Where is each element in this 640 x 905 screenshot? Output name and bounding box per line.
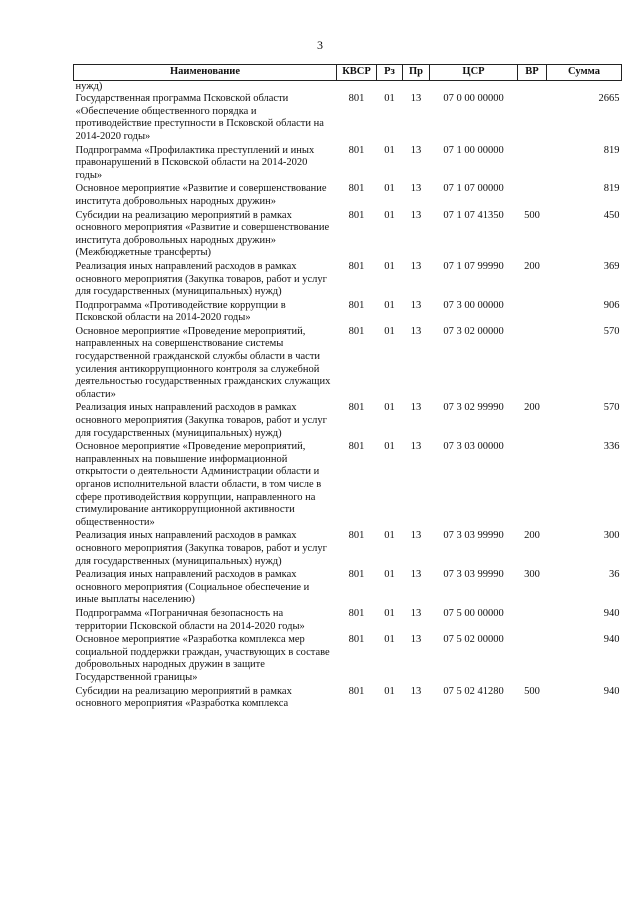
row-kvsr: 801 <box>348 93 365 105</box>
row-pr: 13 <box>410 299 422 311</box>
row-csr: 07 3 03 00000 <box>443 441 504 453</box>
carryover-text: нужд) <box>75 80 103 92</box>
row-name: Основное мероприятие «Разработка комплекса мер социальной поддержки граждан, участвующих в составе добровольных народных дружин в защите Государственной границы» <box>75 634 330 683</box>
row-vr: 500 <box>524 209 540 221</box>
row-sum: 940 <box>603 685 620 697</box>
row-vr: 200 <box>524 260 540 272</box>
row-name: Основное мероприятие «Проведение мероприятий, направленных на повышение информационной открытости о деятельности Администрации области и органов исполнительной власти области, в том числе в сфере противодействия коррупции, направленного на стимулирование антикоррупционной активности общественности» <box>75 441 322 528</box>
row-sum: 450 <box>603 209 620 221</box>
row-pr: 13 <box>410 530 422 542</box>
row-sum: 369 <box>603 260 620 272</box>
row-vr <box>518 300 547 326</box>
row-kvsr: 801 <box>348 569 365 581</box>
row-kvsr: 801 <box>348 441 365 453</box>
row-sum: 300 <box>603 530 620 542</box>
row-pr: 13 <box>410 685 422 697</box>
row-kvsr: 801 <box>348 325 365 337</box>
row-csr: 07 1 00 00000 <box>443 144 504 156</box>
header-pr: Пр <box>403 65 430 81</box>
row-csr: 07 5 02 00000 <box>443 634 504 646</box>
row-csr: 07 3 00 00000 <box>443 299 504 311</box>
row-vr <box>518 145 547 184</box>
row-name: Подпрограмма «Профилактика преступлений и иных правонарушений в Псковской области на 2014-2020 годы» <box>75 144 315 181</box>
row-sum: 336 <box>603 441 620 453</box>
row-csr: 07 5 00 00000 <box>443 607 504 619</box>
table-header <box>74 65 622 81</box>
row-name: Основное мероприятие «Развитие и совершенствование института добровольных народных дружин» <box>75 183 327 207</box>
row-pr: 13 <box>410 93 422 105</box>
budget-table <box>73 64 622 712</box>
row-pr: 13 <box>410 634 422 646</box>
row-name: Реализация иных направлений расходов в рамках основного мероприятия (Закупка товаров, работ и услуг для государственных (муниципальных) нужд) <box>75 530 327 567</box>
row-csr: 07 3 03 99990 <box>443 569 504 581</box>
row-pr: 13 <box>410 607 422 619</box>
row-pr: 13 <box>410 325 422 337</box>
row-csr: 07 3 02 00000 <box>443 325 504 337</box>
row-name: Подпрограмма «Пограничная безопасность на территории Псковской области на 2014-2020 годы» <box>75 607 305 632</box>
row-pr: 13 <box>410 144 422 156</box>
table-row <box>74 183 622 209</box>
row-kvsr: 801 <box>348 402 365 414</box>
row-kvsr: 801 <box>348 183 365 195</box>
row-sum: 819 <box>603 144 620 156</box>
row-sum: 570 <box>603 402 620 414</box>
row-sum: 36 <box>609 569 620 581</box>
row-name: Подпрограмма «Противодействие коррупции в Псковской области на 2014-2020 годы» <box>75 299 286 324</box>
row-kvsr: 801 <box>348 634 365 646</box>
table-body <box>74 80 622 712</box>
row-sum: 819 <box>603 183 620 195</box>
row-rz: 01 <box>384 183 395 195</box>
row-vr <box>518 441 547 530</box>
row-kvsr: 801 <box>348 209 365 221</box>
row-sum: 940 <box>603 607 620 619</box>
row-name: Реализация иных направлений расходов в рамках основного мероприятия (Закупка товаров, работ и услуг для государственных (муниципальных) нужд) <box>75 402 327 439</box>
header-sum: Сумма <box>547 65 622 81</box>
header-csr: ЦСР <box>430 65 518 81</box>
row-csr: 07 5 02 41280 <box>443 685 504 697</box>
table-row <box>74 300 622 326</box>
row-rz: 01 <box>384 93 395 105</box>
table-row <box>74 608 622 634</box>
row-vr: 300 <box>524 569 540 581</box>
row-rz: 01 <box>384 441 395 453</box>
page-number: 3 <box>317 38 323 52</box>
row-rz: 01 <box>384 402 395 414</box>
row-pr: 13 <box>410 569 422 581</box>
table-row <box>74 441 622 530</box>
row-vr <box>518 93 547 144</box>
row-name: Реализация иных направлений расходов в рамках основного мероприятия (Закупка товаров, работ и услуг для государственных (муниципальных) нужд) <box>75 260 327 298</box>
row-rz: 01 <box>384 260 395 272</box>
row-vr <box>518 608 547 634</box>
row-csr: 07 1 07 41350 <box>443 209 504 221</box>
row-vr: 200 <box>524 402 540 414</box>
table-row <box>74 686 622 712</box>
row-csr: 07 1 07 99990 <box>443 260 504 272</box>
row-rz: 01 <box>384 209 395 221</box>
row-rz: 01 <box>384 634 395 646</box>
row-rz: 01 <box>384 607 395 619</box>
row-vr <box>518 634 547 685</box>
row-csr: 07 3 03 99990 <box>443 530 504 542</box>
row-rz: 01 <box>384 299 395 311</box>
row-sum: 940 <box>603 634 620 646</box>
table-row <box>74 93 622 144</box>
row-pr: 13 <box>410 402 422 414</box>
row-kvsr: 801 <box>348 260 365 272</box>
table-row <box>74 530 622 569</box>
table-row <box>74 402 622 441</box>
table-row <box>74 145 622 184</box>
row-csr: 07 3 02 99990 <box>443 402 504 414</box>
table-row <box>74 326 622 403</box>
row-kvsr: 801 <box>348 299 365 311</box>
row-pr: 13 <box>410 183 422 195</box>
row-sum: 570 <box>603 325 620 337</box>
header-vr: ВР <box>518 65 547 81</box>
header-kvsr: КВСР <box>337 65 377 81</box>
row-kvsr: 801 <box>348 530 365 542</box>
row-rz: 01 <box>384 569 395 581</box>
row-pr: 13 <box>410 209 422 221</box>
row-vr: 500 <box>524 685 540 697</box>
row-name: Реализация иных направлений расходов в рамках основного мероприятия (Социальное обеспечение и иные выплаты населению) <box>75 569 310 606</box>
carryover-row <box>74 80 622 93</box>
table-row <box>74 569 622 608</box>
row-rz: 01 <box>384 144 395 156</box>
row-rz: 01 <box>384 685 395 697</box>
row-kvsr: 801 <box>348 607 365 619</box>
row-name: Основное мероприятие «Проведение мероприятий, направленных на совершенствование системы государственной гражданской службы области в части усиления антикоррупционного контроля за служебной деятельностью государственных гражданских служащих области» <box>75 325 331 400</box>
row-kvsr: 801 <box>348 685 365 697</box>
row-vr <box>518 183 547 209</box>
header-name: Наименование <box>74 65 337 81</box>
row-pr: 13 <box>410 441 422 453</box>
row-vr <box>518 326 547 403</box>
table-row <box>74 210 622 261</box>
row-vr: 200 <box>524 530 540 542</box>
table-row <box>74 261 622 300</box>
row-rz: 01 <box>384 530 395 542</box>
row-name: Государственная программа Псковской области «Обеспечение общественного порядка и противодействие преступности в Псковской области на 2014-2020 годы» <box>75 93 324 142</box>
row-name: Субсидии на реализацию мероприятий в рамках основного мероприятия «Развитие и совершенствование института добровольных народных дружин» (Межбюджетные трансферты) <box>75 209 330 259</box>
row-csr: 07 0 00 00000 <box>443 93 504 105</box>
row-pr: 13 <box>410 260 422 272</box>
row-sum: 906 <box>603 299 620 311</box>
table-row <box>74 634 622 685</box>
row-kvsr: 801 <box>348 144 365 156</box>
row-rz: 01 <box>384 325 395 337</box>
row-name: Субсидии на реализацию мероприятий в рамках основного мероприятия «Разработка комплекса <box>75 685 292 710</box>
row-csr: 07 1 07 00000 <box>443 183 504 195</box>
row-sum: 2665 <box>598 93 620 105</box>
header-rz: Рз <box>377 65 403 81</box>
